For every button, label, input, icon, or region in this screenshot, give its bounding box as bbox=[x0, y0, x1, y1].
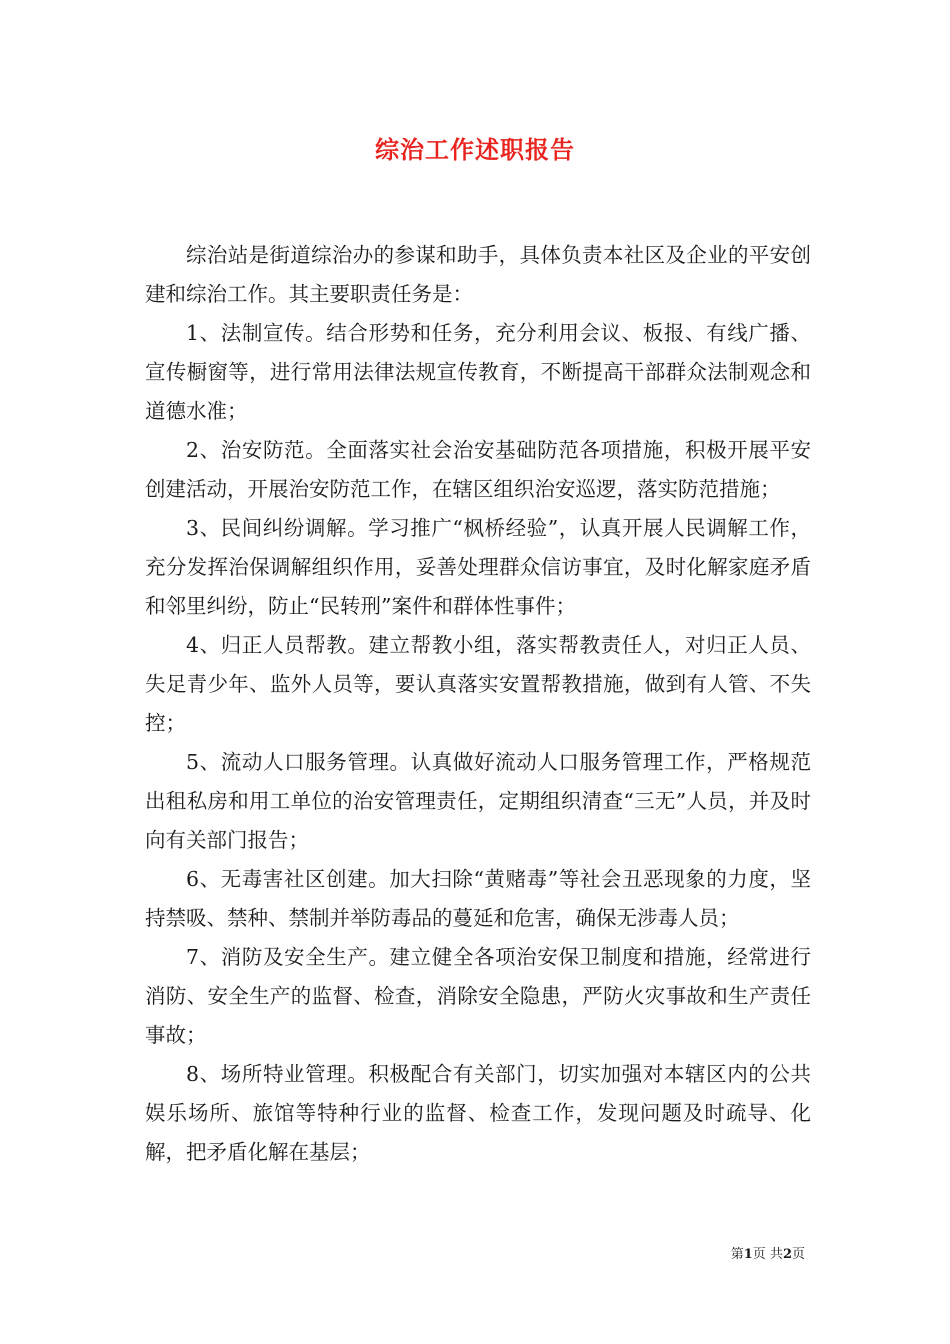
paragraph-item-7: 7、消防及安全生产。建立健全各项治安保卫制度和措施，经常进行消防、安全生产的监督、检查，消除安全隐患，严防火灾事故和生产责任事故； bbox=[145, 945, 811, 1047]
document-title: 综治工作述职报告 bbox=[375, 135, 575, 164]
footer-suffix: 页 bbox=[791, 1247, 805, 1262]
paragraph-item-6: 6、无毒害社区创建。加大扫除“黄赌毒”等社会丑恶现象的力度，坚持禁吸、禁种、禁制并举防毒品的蔓延和危害，确保无涉毒人员； bbox=[145, 867, 811, 930]
footer-prefix: 第 bbox=[730, 1247, 744, 1262]
page-number-footer bbox=[731, 1246, 805, 1264]
paragraph-item-8: 8、场所特业管理。积极配合有关部门，切实加强对本辖区内的公共娱乐场所、旅馆等特种行业的监督、检查工作，发现问题及时疏导、化解，把矛盾化解在基层； bbox=[145, 1062, 811, 1164]
document-body bbox=[145, 236, 811, 1172]
total-page-number: 2 bbox=[782, 1247, 792, 1262]
paragraph-item-2: 2、治安防范。全面落实社会治安基础防范各项措施，积极开展平安创建活动，开展治安防范工作，在辖区组织治安巡逻，落实防范措施； bbox=[145, 438, 811, 501]
paragraph-item-4: 4、归正人员帮教。建立帮教小组，落实帮教责任人，对归正人员、失足青少年、监外人员等，要认真落实安置帮教措施，做到有人管、不失控； bbox=[145, 633, 811, 735]
current-page-number: 1 bbox=[743, 1247, 753, 1262]
footer-middle: 页 共 bbox=[752, 1247, 783, 1262]
paragraph-item-1: 1、法制宣传。结合形势和任务，充分利用会议、板报、有线广播、宣传橱窗等，进行常用法律法规宣传教育，不断提高干部群众法制观念和道德水准； bbox=[145, 321, 811, 423]
paragraph-item-5: 5、流动人口服务管理。认真做好流动人口服务管理工作，严格规范出租私房和用工单位的治安管理责任，定期组织清查“三无”人员，并及时向有关部门报告； bbox=[145, 750, 811, 852]
paragraph-intro: 综治站是街道综治办的参谋和助手，具体负责本社区及企业的平安创建和综治工作。其主要职责任务是： bbox=[145, 243, 811, 306]
paragraph-item-3: 3、民间纠纷调解。学习推广“枫桥经验”，认真开展人民调解工作，充分发挥治保调解组织作用，妥善处理群众信访事宜，及时化解家庭矛盾和邻里纠纷，防止“民转刑”案件和群体性事件； bbox=[145, 516, 811, 618]
